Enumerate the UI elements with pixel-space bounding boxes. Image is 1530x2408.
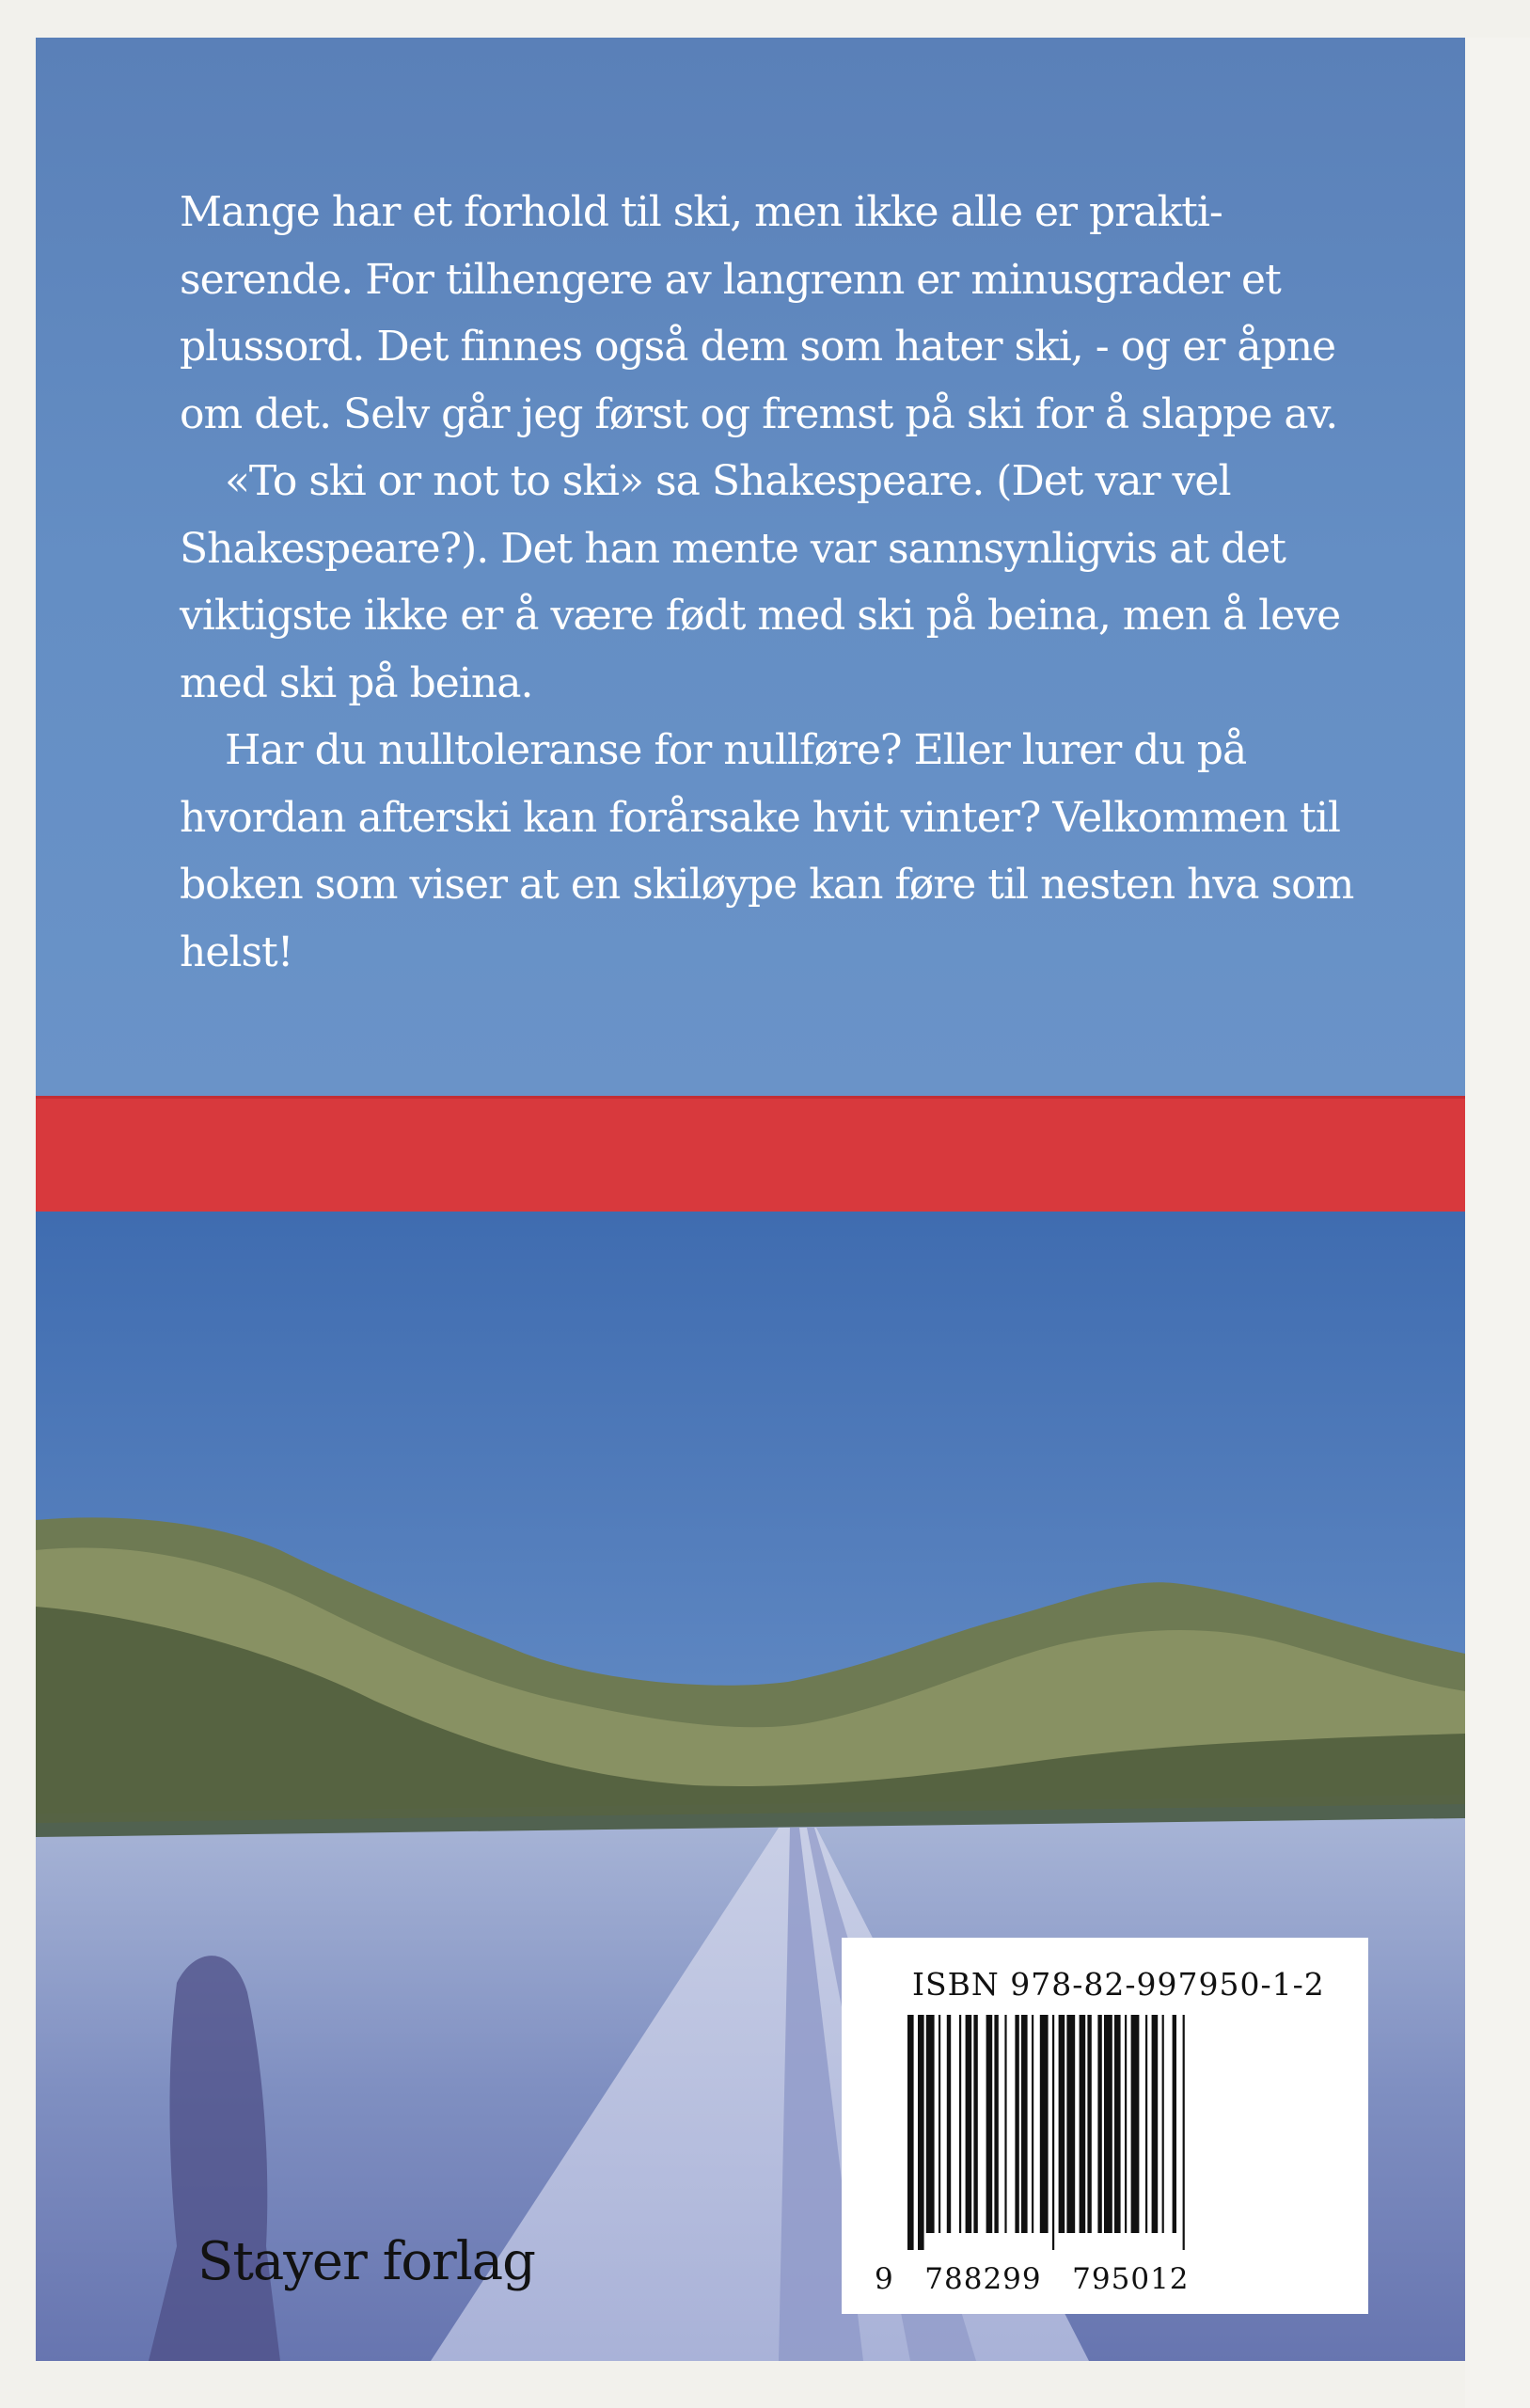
barcode-graphic: [907, 2015, 1326, 2250]
barcode-bar: [1104, 2015, 1112, 2233]
blurb-text: [180, 179, 1364, 986]
barcode-bar: [1162, 2015, 1164, 2233]
barcode-bar: [973, 2015, 977, 2233]
barcode-bar: [1152, 2015, 1159, 2233]
red-band: [36, 1096, 1465, 1216]
barcode-bar: [907, 2015, 914, 2250]
barcode-bar: [926, 2015, 935, 2233]
barcode-bar: [1145, 2015, 1147, 2233]
barcode-bar: [1131, 2015, 1140, 2233]
blurb-panel: [36, 38, 1465, 1096]
barcode-bars: [907, 2015, 1326, 2250]
barcode-bar: [1080, 2015, 1086, 2233]
blurb-paragraph-2: «To ski or not to ski» sa Shakespeare. (Det var vel Shakespeare?). Det han mente var sannsynligvis at det viktigste ikke er å være født med ski på beina, men å leve med ski på beina.: [180, 457, 1341, 707]
barcode-bar: [1021, 2015, 1028, 2233]
barcode-bar: [1059, 2015, 1065, 2233]
publisher-name: Stayer forlag: [197, 2231, 535, 2292]
barcode-bar: [1097, 2015, 1101, 2233]
barcode-bar: [1125, 2015, 1127, 2233]
barcode-bar: [994, 2015, 998, 2233]
barcode-bar: [966, 2015, 972, 2233]
blurb-paragraph-1: Mange har et forhold til ski, men ikke alle er prakti- serende. For tilhengere av langrenn er minusgrader et plussord. Det finnes også dem som hater ski, - og er åpne om det. Selv går jeg først og fremst på ski for å slappe av.: [180, 188, 1338, 438]
back-cover: [36, 38, 1465, 2361]
isbn-text: ISBN 978-82-997950-1-2: [912, 1966, 1325, 2003]
barcode-bar: [959, 2015, 961, 2233]
barcode-bar: [1183, 2015, 1185, 2250]
barcode-bar: [918, 2015, 924, 2250]
barcode-bar: [939, 2015, 940, 2233]
barcode-bar: [1004, 2015, 1006, 2233]
barcode-bar: [1114, 2015, 1121, 2233]
page-edge: [1465, 38, 1530, 2408]
barcode-label: [842, 1938, 1368, 2314]
barcode-digits: 9 788299 795012: [875, 2262, 1190, 2296]
barcode-bar: [1032, 2015, 1033, 2233]
barcode-bar: [1066, 2015, 1075, 2233]
barcode-bar: [1040, 2015, 1049, 2233]
barcode-bar: [1052, 2015, 1054, 2250]
barcode-bar: [947, 2015, 951, 2233]
barcode-bar: [986, 2015, 993, 2233]
barcode-bar: [1087, 2015, 1091, 2233]
blurb-paragraph-3: Har du nulltoleranse for nullføre? Eller lurer du på hvordan afterski kan forårsake hvit vinter? Velkommen til boken som viser at en skiløype kan føre til nesten hva som helst!: [180, 726, 1354, 976]
barcode-bar: [1015, 2015, 1018, 2233]
barcode-bar: [1173, 2015, 1176, 2233]
